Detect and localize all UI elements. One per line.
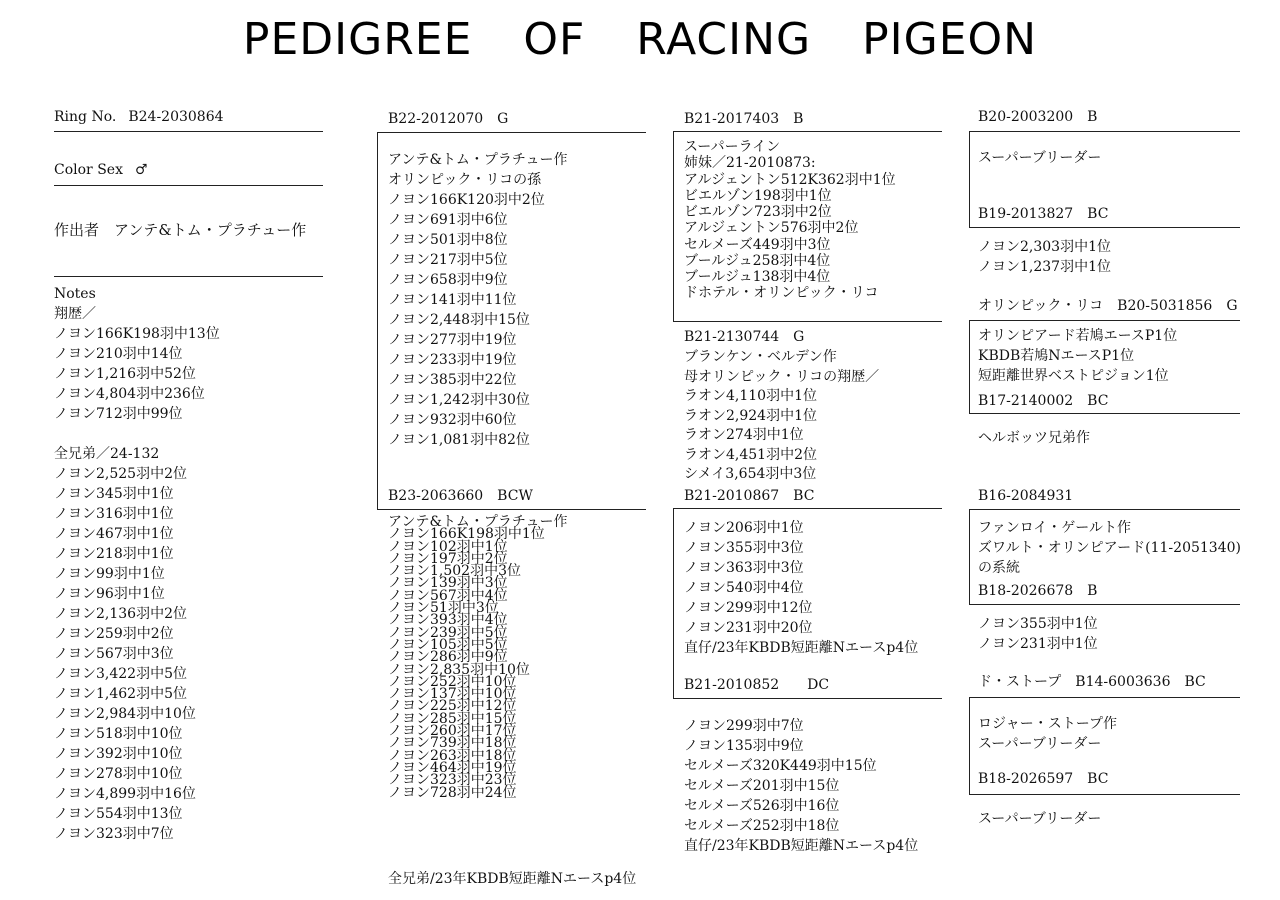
sire-dam-connector [377, 132, 378, 509]
sdd-ring-number: B17-2140002 BC [978, 393, 1109, 409]
sire-info-line: ノヨン501羽中8位 [388, 232, 508, 248]
dam-info-line: ノヨン239羽中5位 [388, 624, 508, 641]
note-line: ノヨン166K198羽中13位 [54, 326, 220, 342]
sire-info-line: ノヨン691羽中6位 [388, 212, 508, 228]
note-line: ノヨン1,462羽中5位 [54, 686, 187, 702]
sdd-top-line [969, 413, 1240, 414]
note-line: ノヨン259羽中2位 [54, 626, 174, 642]
ddd-info-line: スーパーブリーダー [978, 811, 1102, 827]
dd-top-line [673, 698, 942, 699]
ddd-top-line [969, 794, 1240, 795]
dss-info [978, 518, 1241, 578]
dam-info-line: ノヨン51羽中3位 [388, 600, 499, 617]
note-line: ノヨン4,899羽中16位 [54, 786, 196, 802]
dam-info-line: ノヨン464羽中19位 [388, 759, 517, 776]
ss-info-line: アルジェントン576羽中2位 [684, 220, 859, 237]
dam-info-line: ノヨン105羽中5位 [388, 636, 508, 653]
note-line: ノヨン392羽中10位 [54, 746, 183, 762]
dd-info-line: セルメーズ320K449羽中15位 [684, 758, 877, 774]
ddd-ring-number: B18-2026597 BC [978, 771, 1109, 787]
ssd-info-line: ノヨン2,303羽中1位 [978, 239, 1111, 255]
ss-info-line: ドホテル・オリンピック・リコ [684, 285, 879, 302]
sds-info-line: オリンピアード若鳩エースP1位 [978, 328, 1178, 344]
ds-info-line: ノヨン355羽中3位 [684, 540, 804, 556]
ss-info-line: 姉妹／21-2010873: [684, 155, 816, 172]
dam-info-line: ノヨン2,835羽中10位 [388, 661, 530, 678]
ss-ring-number: B21-2017403 B [684, 111, 804, 127]
sire-info [388, 150, 567, 450]
sd-info-line: シメイ3,654羽中3位 [684, 466, 817, 482]
ss-info-line: ブールジュ138羽中4位 [684, 269, 831, 285]
sds-info-line: 短距離世界ベストピジョン1位 [978, 368, 1169, 384]
sire-info-line: ノヨン658羽中9位 [388, 272, 508, 288]
dss-info-line: ズワルト・オリンピアード(11-2051340) [978, 540, 1241, 556]
dam-ring-number: B23-2063660 BCW [388, 488, 533, 504]
ds-info-line: ノヨン299羽中12位 [684, 600, 813, 616]
sss-ssd-connector [969, 131, 970, 227]
ssd-info [978, 237, 1111, 277]
note-line: ノヨン2,136羽中2位 [54, 606, 187, 622]
dd-info-line: セルメーズ252羽中18位 [684, 818, 840, 834]
ssd-info-line: ノヨン1,237羽中1位 [978, 259, 1111, 275]
dds-info-line: スーパーブリーダー [978, 736, 1102, 752]
note-line: ノヨン1,216羽中52位 [54, 366, 196, 382]
sss-info-line: スーパーブリーダー [978, 150, 1102, 166]
ss-info-line: ビエルゾン723羽中2位 [684, 204, 832, 220]
sire-top-line [377, 132, 646, 133]
note-line [54, 424, 220, 444]
dds-info-line: ロジャー・ストープ作 [978, 716, 1118, 732]
sire-info-line: ノヨン217羽中5位 [388, 252, 508, 268]
sdd-info-line: ヘルボッツ兄弟作 [978, 430, 1090, 446]
ds-dd-connector [673, 508, 674, 698]
sire-info-line: ノヨン2,448羽中15位 [388, 312, 530, 328]
note-line: ノヨン323羽中7位 [54, 826, 174, 842]
dd-info-line: セルメーズ201羽中15位 [684, 778, 840, 794]
ss-info [684, 139, 896, 302]
ss-sd-connector [673, 131, 674, 321]
dd-info-line: セルメーズ526羽中16位 [684, 798, 840, 814]
dam-info-line: ノヨン139羽中3位 [388, 575, 508, 592]
dam-info-line: ノヨン728羽中24位 [388, 784, 517, 801]
dam-info-line: ノヨン567羽中4位 [388, 587, 508, 604]
sss-info [978, 148, 1101, 168]
note-line: ノヨン2,984羽中10位 [54, 706, 196, 722]
ss-info-line: ビエルゾン198羽中1位 [684, 187, 832, 204]
sire-info-line: ノヨン1,081羽中82位 [388, 432, 530, 448]
sdd-info [978, 428, 1090, 448]
ss-top-line [673, 131, 942, 132]
sss-ring-number: B20-2003200 B [978, 109, 1098, 125]
dss-top-line [969, 509, 1240, 510]
ssd-ring-number: B19-2013827 BC [978, 206, 1109, 222]
dds-top-line [969, 697, 1240, 698]
sd-top-line [673, 321, 942, 322]
dsd-info-line: ノヨン355羽中1位 [978, 616, 1098, 632]
divider [54, 185, 323, 186]
dsd-top-line [969, 604, 1240, 605]
sire-info-line: ノヨン932羽中60位 [388, 412, 517, 428]
dd-info-line: 直仔/23年KBDB短距離Nエースp4位 [684, 838, 919, 854]
dsd-info [978, 614, 1098, 654]
note-line: ノヨン210羽中14位 [54, 346, 183, 362]
sex-symbol: ♂ [134, 162, 148, 178]
note-line: 翔歴／ [54, 306, 96, 322]
sds-info-line: KBDB若鳩NエースP1位 [978, 348, 1135, 364]
color-sex-row [54, 162, 148, 179]
divider [54, 276, 323, 277]
sire-info-line: ノヨン166K120羽中2位 [388, 192, 545, 208]
ss-info-line: アルジェントン512K362羽中1位 [684, 171, 896, 188]
sire-info-line: ノヨン141羽中11位 [388, 292, 517, 308]
note-line: ノヨン567羽中3位 [54, 646, 174, 662]
dam-footer: 全兄弟/23年KBDB短距離Nエースp4位 [388, 871, 637, 887]
note-line: 全兄弟／24-132 [54, 446, 160, 462]
dam-info-line: ノヨン197羽中2位 [388, 550, 508, 567]
ds-info-line: ノヨン363羽中3位 [684, 560, 804, 576]
dds-ring-number: ド・ストープ B14-6003636 BC [978, 674, 1206, 690]
note-line: ノヨン218羽中1位 [54, 546, 174, 562]
sds-ring-number: オリンピック・リコ B20-5031856 G [978, 298, 1238, 314]
dam-info-line: アンテ&トム・プラチュー作 [388, 514, 568, 530]
breeder: 作出者 アンテ&トム・プラチュー作 [54, 221, 307, 239]
note-line: ノヨン316羽中1位 [54, 506, 174, 522]
dam-info-line: ノヨン166K198羽中1位 [388, 526, 545, 543]
dds-info [978, 714, 1117, 754]
dss-info-line: の系統 [978, 560, 1020, 576]
note-line: ノヨン345羽中1位 [54, 486, 174, 502]
notes-list [54, 304, 220, 844]
divider [54, 131, 323, 132]
sd-ring-number: B21-2130744 G [684, 329, 805, 345]
dd-ring-number: B21-2010852 DC [684, 677, 830, 693]
sds-info [978, 326, 1177, 386]
sds-sdd-connector [969, 320, 970, 413]
note-line: ノヨン4,804羽中236位 [54, 386, 205, 402]
ds-info-line: ノヨン540羽中4位 [684, 580, 804, 596]
dam-info-line: ノヨン260羽中17位 [388, 723, 517, 740]
sire-ring-number: B22-2012070 G [388, 111, 509, 127]
sire-info-line: ノヨン233羽中19位 [388, 352, 517, 368]
dam-info-line: ノヨン252羽中10位 [388, 673, 517, 690]
sd-info-line: ラオン4,110羽中1位 [684, 388, 817, 404]
dss-ring-number: B16-2084931 [978, 488, 1074, 504]
dam-info-line: ノヨン263羽中18位 [388, 747, 517, 764]
dam-info-line: ノヨン286羽中9位 [388, 649, 508, 666]
dam-info-line: ノヨン1,502羽中3位 [388, 563, 521, 580]
sire-info-line: ノヨン1,242羽中30位 [388, 392, 530, 408]
ring-number: B24-2030864 [128, 109, 224, 125]
dd-info-line: ノヨン135羽中9位 [684, 738, 804, 754]
notes-heading: Notes [54, 286, 96, 302]
page-title: PEDIGREE OF RACING PIGEON [242, 14, 1038, 65]
note-line: ノヨン278羽中10位 [54, 766, 183, 782]
note-line: ノヨン712羽中99位 [54, 406, 183, 422]
sire-info-line: オリンピック・リコの孫 [388, 172, 542, 188]
dss-info-line: ファンロイ・ゲールト作 [978, 520, 1132, 536]
ring-label: Ring No. [54, 109, 117, 125]
note-line: ノヨン467羽中1位 [54, 526, 174, 542]
sss-top-line [969, 131, 1240, 132]
ds-info-line: ノヨン206羽中1位 [684, 520, 804, 536]
sd-info-line: ラオン2,924羽中1位 [684, 407, 817, 424]
dd-info [684, 716, 918, 856]
sd-info-line: ラオン274羽中1位 [684, 427, 804, 443]
sds-top-line [969, 320, 1240, 321]
dsd-ring-number: B18-2026678 B [978, 583, 1098, 599]
ddd-info [978, 809, 1101, 829]
ring-number-row [54, 109, 224, 126]
ssd-top-line [969, 227, 1240, 228]
sd-info-line: 母オリンピック・リコの翔歴／ [684, 368, 880, 385]
dam-info-line: ノヨン393羽中4位 [388, 612, 508, 629]
ss-info-line: スーパーライン [684, 139, 781, 155]
ds-top-line [673, 508, 942, 509]
dam-info-line: ノヨン739羽中18位 [388, 735, 517, 752]
dam-info-line: ノヨン102羽中1位 [388, 538, 508, 555]
dam-info-line: ノヨン285羽中15位 [388, 710, 517, 727]
color-sex-label: Color Sex [54, 162, 123, 178]
note-line: ノヨン2,525羽中2位 [54, 466, 187, 482]
note-line: ノヨン3,422羽中5位 [54, 666, 187, 682]
ds-info-line: ノヨン231羽中20位 [684, 620, 813, 636]
sire-info-line: ノヨン277羽中19位 [388, 332, 517, 348]
sire-info-line: アンテ&トム・プラチュー作 [388, 152, 568, 168]
dam-info-line: ノヨン137羽中10位 [388, 686, 517, 703]
dam-info-line: ノヨン323羽中23位 [388, 772, 517, 789]
note-line: ノヨン518羽中10位 [54, 726, 183, 742]
sire-info-line: ノヨン385羽中22位 [388, 372, 517, 388]
dd-info-line: ノヨン299羽中7位 [684, 718, 804, 734]
note-line: ノヨン554羽中13位 [54, 806, 183, 822]
ss-info-line: セルメーズ449羽中3位 [684, 236, 831, 253]
dss-dsd-connector [969, 509, 970, 604]
ds-info-line: 直仔/23年KBDB短距離Nエースp4位 [684, 640, 919, 656]
sd-info-line: ブランケン・ベルデン作 [684, 349, 837, 365]
ss-info-line: ブールジュ258羽中4位 [684, 252, 831, 269]
sd-info-line: ラオン4,451羽中2位 [684, 446, 817, 463]
ds-ring-number: B21-2010867 BC [684, 488, 815, 504]
dam-top-line [377, 509, 646, 510]
dam-info-line: ノヨン225羽中12位 [388, 698, 517, 715]
ds-info [684, 518, 918, 658]
note-line: ノヨン96羽中1位 [54, 586, 165, 602]
dsd-info-line: ノヨン231羽中1位 [978, 636, 1098, 652]
dds-ddd-connector [969, 697, 970, 794]
sd-info [684, 348, 879, 485]
note-line: ノヨン99羽中1位 [54, 566, 165, 582]
dam-info [388, 516, 567, 799]
